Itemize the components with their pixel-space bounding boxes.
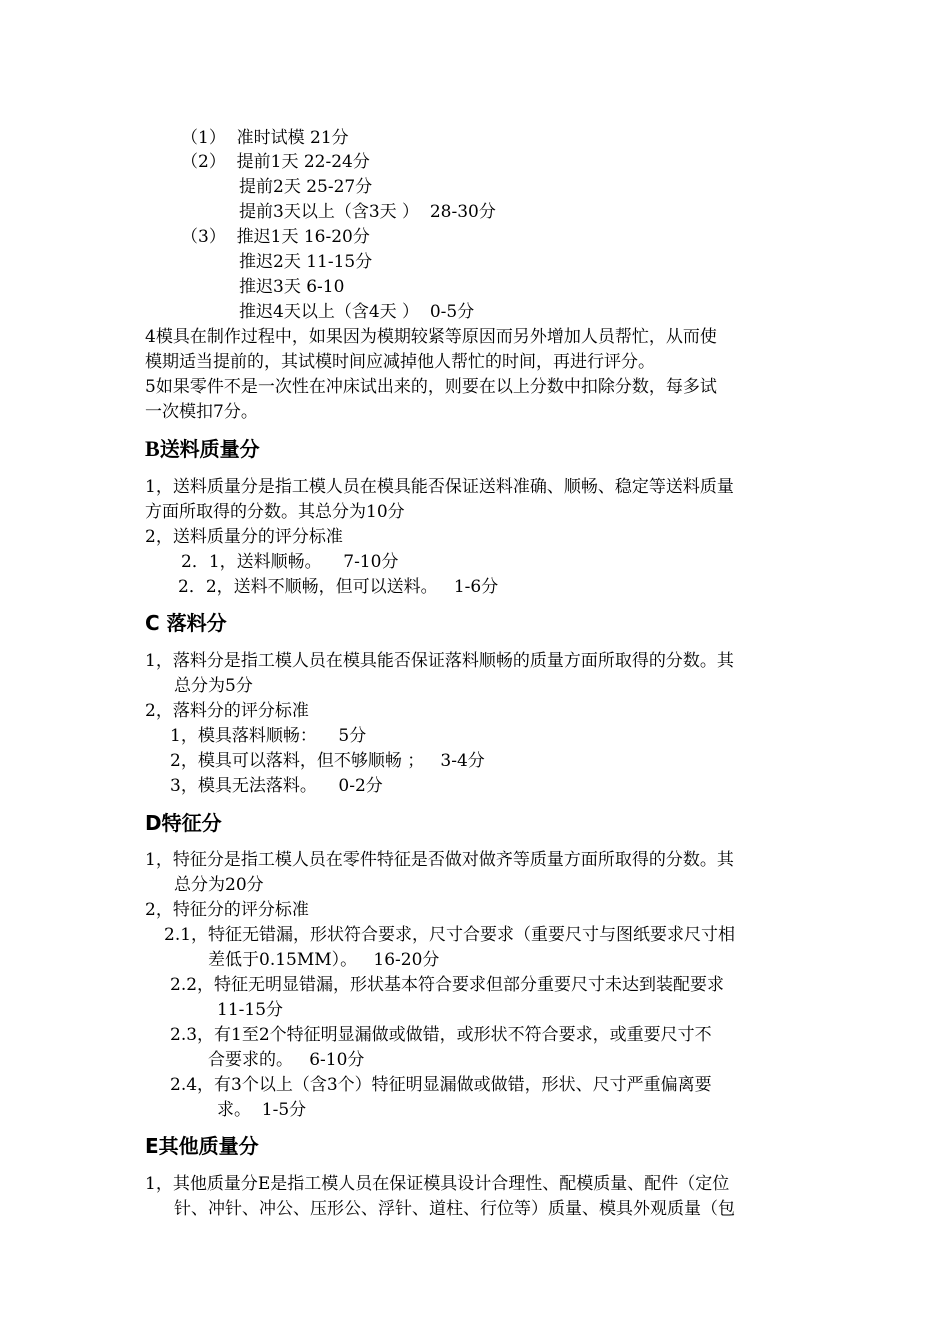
section-b-heading [145, 436, 260, 462]
section-b-line2: 方面所取得的分数。其总分为10分 [145, 502, 405, 522]
section-c-criteria-3: 3，模具无法落料。 0-2分 [170, 776, 383, 796]
section-e-heading: E其他质量分 [145, 1134, 259, 1158]
section-c-criteria-title: 2，落料分的评分标准 [145, 701, 309, 721]
section-d-line2: 总分为20分 [174, 875, 264, 895]
section-c-line2: 总分为5分 [174, 676, 253, 696]
paragraph-5-line2: 一次模扣7分。 [145, 402, 258, 422]
item-late-1day: （3） 推迟1天 16-20分 [181, 227, 370, 247]
item-early-3day: 提前3天以上（含3天 ） 28-30分 [239, 202, 496, 222]
section-d-criteria-3-line1: 2.3，有1至2个特征明显漏做或做错，或形状不符合要求，或重要尺寸不 [170, 1025, 712, 1045]
paragraph-4-line2: 模期适当提前的，其试模时间应减掉他人帮忙的时间，再进行评分。 [145, 352, 655, 372]
section-c-line1: 1，落料分是指工模人员在模具能否保证落料顺畅的质量方面所取得的分数。其 [145, 651, 734, 671]
section-d-criteria-2-line1: 2.2，特征无明显错漏，形状基本符合要求但部分重要尺寸未达到装配要求 [170, 975, 725, 995]
item-early-2day: 提前2天 25-27分 [239, 177, 373, 197]
item-late-3day: 推迟3天 6-10 [239, 277, 345, 297]
section-e-line2: 针、冲针、冲公、压形公、浮针、道柱、行位等）质量、模具外观质量（包 [174, 1199, 735, 1219]
section-b-criteria-title: 2，送料质量分的评分标准 [145, 527, 343, 547]
item-on-time: （1） 准时试模 21分 [181, 128, 349, 148]
section-b-title: 送料质量分 [159, 437, 260, 461]
item-late-2day: 推迟2天 11-15分 [239, 252, 373, 272]
section-b-criteria-1: 2．1，送料顺畅。 7-10分 [181, 552, 399, 572]
section-d-criteria-2-line2: 11-15分 [217, 1000, 284, 1020]
section-d-criteria-3-line2: 合要求的。 6-10分 [208, 1050, 365, 1070]
section-e-line1: 1，其他质量分E是指工模人员在保证模具设计合理性、配模质量、配件（定位 [145, 1174, 730, 1194]
item-early-1day: （2） 提前1天 22-24分 [181, 152, 370, 172]
section-d-criteria-title: 2，特征分的评分标准 [145, 900, 309, 920]
section-c-criteria-1: 1，模具落料顺畅： 5分 [170, 726, 367, 746]
section-d-criteria-1-line2: 差低于0.15MM）。 16-20分 [208, 950, 440, 970]
section-b-line1: 1，送料质量分是指工模人员在模具能否保证送料准确、顺畅、稳定等送料质量 [145, 477, 734, 497]
section-d-criteria-4-line2: 求。 1-5分 [217, 1100, 307, 1120]
section-d-criteria-1-line1: 2.1，特征无错漏，形状符合要求，尺寸合要求（重要尺寸与图纸要求尺寸相 [164, 925, 736, 945]
item-late-4day: 推迟4天以上（含4天 ） 0-5分 [239, 302, 475, 322]
section-d-criteria-4-line1: 2.4，有3个以上（含3个）特征明显漏做或做错，形状、尺寸严重偏离要 [170, 1075, 712, 1095]
section-c-heading: C 落料分 [145, 611, 227, 635]
section-c-criteria-2: 2，模具可以落料，但不够顺畅 ； 3-4分 [170, 751, 485, 771]
section-d-line1: 1，特征分是指工模人员在零件特征是否做对做齐等质量方面所取得的分数。其 [145, 850, 734, 870]
section-b-criteria-2: 2．2，送料不顺畅，但可以送料。 1-6分 [178, 577, 499, 597]
paragraph-5-line1: 5如果零件不是一次性在冲床试出来的，则要在以上分数中扣除分数，每多试 [145, 377, 717, 397]
paragraph-4-line1: 4模具在制作过程中，如果因为模期较紧等原因而另外增加人员帮忙，从而使 [145, 327, 717, 347]
section-b-letter: B [145, 436, 160, 461]
section-d-heading: D特征分 [145, 811, 222, 835]
